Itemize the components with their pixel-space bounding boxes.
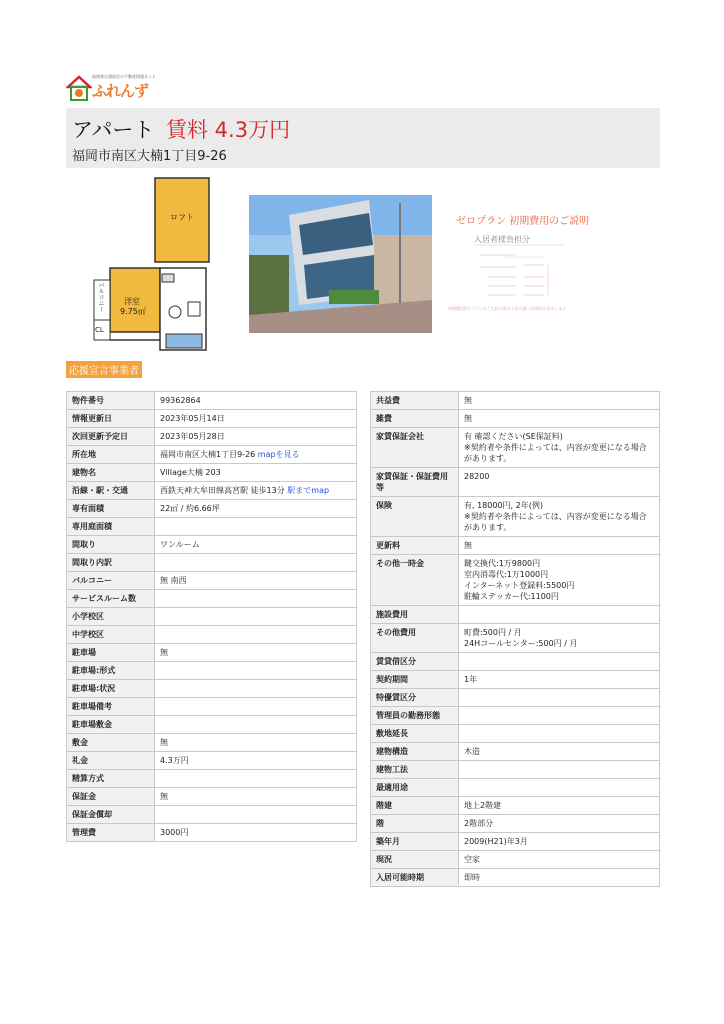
spec-value — [155, 788, 357, 806]
spec-row — [67, 770, 357, 788]
logo-wordmark: ふれんず — [92, 82, 149, 100]
spec-value — [459, 555, 660, 606]
spec-key: 最適用途 — [371, 779, 459, 797]
property-address: 福岡市南区大楠1丁目9-26 — [72, 149, 227, 164]
spec-key: バルコニー — [67, 572, 155, 590]
spec-value-text: Village大楠 203 — [160, 468, 221, 477]
spec-value — [155, 590, 357, 608]
spec-key: 更新料 — [371, 537, 459, 555]
spec-value — [459, 833, 660, 851]
spec-row — [67, 536, 357, 554]
spec-row — [67, 482, 357, 500]
spec-key: 情報更新日 — [67, 410, 155, 428]
spec-key: 敷地延長 — [371, 725, 459, 743]
zero-plan-title: ゼロプラン 初期費用のご説明 — [456, 216, 590, 227]
spec-key: 精算方式 — [67, 770, 155, 788]
spec-value-text: 2009(H21)年3月 — [464, 837, 528, 846]
spec-value — [459, 725, 660, 743]
spec-value-text: 有 確認ください(SE保証料) ※契約者や条件によっては、内容が変更になる場合があります。 — [464, 432, 647, 463]
spec-row — [371, 761, 660, 779]
spec-row — [67, 734, 357, 752]
spec-value-text: 無 — [464, 396, 472, 405]
spec-value — [459, 392, 660, 410]
spec-row — [67, 680, 357, 698]
spec-value-text: 無 南西 — [160, 576, 187, 585]
spec-value — [155, 734, 357, 752]
spec-value-text: 町費:500円 / 月 24Hコールセンター:500円 / 月 — [464, 628, 578, 648]
spec-row — [371, 725, 660, 743]
spec-key: 礼金 — [67, 752, 155, 770]
property-spec-table-left — [66, 391, 357, 842]
spec-value — [155, 446, 357, 464]
spec-value-text: 無 — [160, 792, 168, 801]
rent-price: 賃料 4.3万円 — [166, 118, 291, 142]
spec-value — [155, 392, 357, 410]
map-link[interactable]: 駅までmap — [287, 486, 330, 495]
spec-value — [459, 497, 660, 537]
spec-row — [67, 698, 357, 716]
spec-value-text: 有, 18000円, 2年(例) ※契約者や条件によっては、内容が変更になる場合があります。 — [464, 501, 647, 532]
spec-value-text: 西鉄天神大牟田線高宮駅 徒歩13分 — [160, 486, 285, 495]
spec-key: 駐車場敷金 — [67, 716, 155, 734]
spec-value — [459, 851, 660, 869]
spec-row — [67, 716, 357, 734]
spec-row — [371, 743, 660, 761]
spec-key: 間取り — [67, 536, 155, 554]
spec-value — [459, 468, 660, 497]
spec-value — [459, 743, 660, 761]
spec-row — [67, 446, 357, 464]
spec-value — [155, 536, 357, 554]
plan-room-size: 9.75㎡ — [120, 307, 146, 316]
spec-key: 駐車場備考 — [67, 698, 155, 716]
spec-key: 間取り内訳 — [67, 554, 155, 572]
spec-value — [155, 482, 357, 500]
spec-value-text: 99362864 — [160, 396, 201, 405]
spec-row — [371, 606, 660, 624]
spec-key: 入居可能時期 — [371, 869, 459, 887]
spec-value-text: 2023年05月14日 — [160, 414, 225, 423]
spec-row — [67, 464, 357, 482]
spec-value — [155, 644, 357, 662]
spec-value-text: 無 — [160, 648, 168, 657]
spec-row — [371, 707, 660, 725]
zero-plan-diagram — [444, 207, 610, 319]
spec-value-text: 即時 — [464, 873, 480, 882]
spec-value — [155, 752, 357, 770]
spec-value-text: 空家 — [464, 855, 480, 864]
spec-key: 沿線・駅・交通 — [67, 482, 155, 500]
property-header — [66, 108, 660, 168]
spec-key: その他一時金 — [371, 555, 459, 606]
spec-row — [371, 410, 660, 428]
building-photo[interactable] — [249, 195, 432, 333]
spec-row — [67, 500, 357, 518]
spec-row — [67, 626, 357, 644]
spec-key: 雑費 — [371, 410, 459, 428]
spec-row — [371, 555, 660, 606]
spec-value — [459, 537, 660, 555]
spec-value-text: 木造 — [464, 747, 480, 756]
house-logo-icon — [66, 74, 92, 102]
spec-row — [371, 392, 660, 410]
spec-key: 階建 — [371, 797, 459, 815]
spec-row — [67, 806, 357, 824]
property-spec-table-right — [370, 391, 660, 887]
spec-value-text: 福岡市南区大楠1丁目9-26 — [160, 450, 256, 459]
spec-row — [371, 624, 660, 653]
spec-key: 建物名 — [67, 464, 155, 482]
spec-row — [371, 689, 660, 707]
spec-key: 所在地 — [67, 446, 155, 464]
spec-value-text: 4.3万円 — [160, 756, 189, 765]
spec-row — [371, 869, 660, 887]
spec-value-text: 3000円 — [160, 828, 189, 837]
spec-key: 築年月 — [371, 833, 459, 851]
supporter-badge: 応援宣言事業者 — [66, 361, 142, 378]
spec-row — [67, 608, 357, 626]
spec-row — [67, 824, 357, 842]
spec-row — [371, 779, 660, 797]
spec-key: 管理費 — [67, 824, 155, 842]
spec-value — [155, 554, 357, 572]
spec-value-text: 28200 — [464, 472, 490, 481]
spec-row — [67, 518, 357, 536]
spec-value — [459, 689, 660, 707]
spec-value — [459, 869, 660, 887]
spec-key: 保険 — [371, 497, 459, 537]
spec-value — [459, 606, 660, 624]
spec-value-text: 無 — [464, 414, 472, 423]
spec-value-text: 2023年05月28日 — [160, 432, 225, 441]
spec-row — [67, 572, 357, 590]
spec-row — [67, 590, 357, 608]
spec-key: 中学校区 — [67, 626, 155, 644]
spec-key: 特優賃区分 — [371, 689, 459, 707]
spec-key: 現況 — [371, 851, 459, 869]
spec-row — [371, 497, 660, 537]
spec-value-text: 1年 — [464, 675, 478, 684]
spec-value — [155, 716, 357, 734]
spec-key: 建物構造 — [371, 743, 459, 761]
spec-value — [155, 464, 357, 482]
spec-row — [371, 428, 660, 468]
spec-row — [67, 752, 357, 770]
spec-row — [371, 468, 660, 497]
plan-loft-label: ロフト — [170, 213, 194, 222]
plan-closet-label: CL — [95, 326, 104, 334]
spec-value — [459, 761, 660, 779]
spec-key: 階 — [371, 815, 459, 833]
logo-tagline: 福岡県宅建協会の不動産情報ネット — [92, 74, 156, 79]
zero-plan-footer: 初期費用0円プランのご入居の際は下記の通り利用料が発生します — [448, 306, 567, 311]
spec-row — [371, 851, 660, 869]
spec-value — [155, 662, 357, 680]
spec-key: 専用庭面積 — [67, 518, 155, 536]
spec-value — [155, 680, 357, 698]
zero-plan-subtitle: 入居者様負担分 — [474, 235, 530, 244]
spec-key: 管理員の勤務形態 — [371, 707, 459, 725]
spec-value — [459, 428, 660, 468]
spec-row — [67, 662, 357, 680]
spec-value — [459, 815, 660, 833]
spec-key: 小学校区 — [67, 608, 155, 626]
spec-value — [155, 806, 357, 824]
spec-value-text: 22㎡ / 約6.66坪 — [160, 504, 220, 513]
spec-value — [155, 410, 357, 428]
property-type: アパート — [72, 118, 155, 142]
floor-plan — [90, 174, 220, 354]
spec-value — [155, 698, 357, 716]
spec-value-text: 無 — [464, 541, 472, 550]
spec-row — [67, 410, 357, 428]
spec-key: 賃貸借区分 — [371, 653, 459, 671]
spec-row — [371, 833, 660, 851]
spec-value — [459, 779, 660, 797]
spec-key: 保証金 — [67, 788, 155, 806]
spec-value — [155, 626, 357, 644]
spec-key: サービスルーム数 — [67, 590, 155, 608]
spec-value — [459, 671, 660, 689]
spec-value-text: 無 — [160, 738, 168, 747]
spec-key: 契約期間 — [371, 671, 459, 689]
spec-key: 駐車場 — [67, 644, 155, 662]
plan-balcony-label: バルコニー — [97, 282, 104, 312]
spec-row — [371, 537, 660, 555]
spec-value — [155, 518, 357, 536]
spec-value — [459, 797, 660, 815]
site-logo[interactable] — [66, 74, 162, 104]
spec-value — [155, 824, 357, 842]
spec-value-text: 地上2階建 — [464, 801, 502, 810]
spec-row — [371, 815, 660, 833]
spec-key: 共益費 — [371, 392, 459, 410]
spec-key: 次回更新予定日 — [67, 428, 155, 446]
spec-value — [155, 500, 357, 518]
spec-key: 専有面積 — [67, 500, 155, 518]
spec-row — [67, 788, 357, 806]
spec-row — [371, 653, 660, 671]
spec-row — [371, 671, 660, 689]
spec-row — [67, 554, 357, 572]
spec-key: 物件番号 — [67, 392, 155, 410]
spec-key: 施設費用 — [371, 606, 459, 624]
spec-value — [155, 608, 357, 626]
spec-key: 家賃保証・保証費用等 — [371, 468, 459, 497]
spec-row — [371, 797, 660, 815]
spec-value — [459, 410, 660, 428]
spec-value-text: 2階部分 — [464, 819, 494, 828]
spec-key: 駐車場:形式 — [67, 662, 155, 680]
spec-key: その他費用 — [371, 624, 459, 653]
spec-key: 保証金償却 — [67, 806, 155, 824]
spec-value — [155, 428, 357, 446]
spec-value — [459, 624, 660, 653]
spec-key: 家賃保証会社 — [371, 428, 459, 468]
spec-row — [67, 428, 357, 446]
spec-value — [459, 653, 660, 671]
spec-key: 駐車場:状況 — [67, 680, 155, 698]
spec-value — [155, 770, 357, 788]
spec-row — [67, 392, 357, 410]
spec-row — [67, 644, 357, 662]
zero-plan-graphic[interactable] — [444, 207, 610, 319]
spec-value-text: ワンルーム — [160, 540, 200, 549]
spec-key: 敷金 — [67, 734, 155, 752]
plan-room-label: 洋室 — [124, 297, 140, 306]
spec-value — [155, 572, 357, 590]
spec-key: 建物工法 — [371, 761, 459, 779]
spec-value — [459, 707, 660, 725]
map-link[interactable]: mapを見る — [257, 450, 300, 459]
spec-value-text: 鍵交換代:1万9800円 室内消毒代:1万1000円 インターネット登録料:5500円 駐輪ステッカー代:1100円 — [464, 559, 575, 601]
